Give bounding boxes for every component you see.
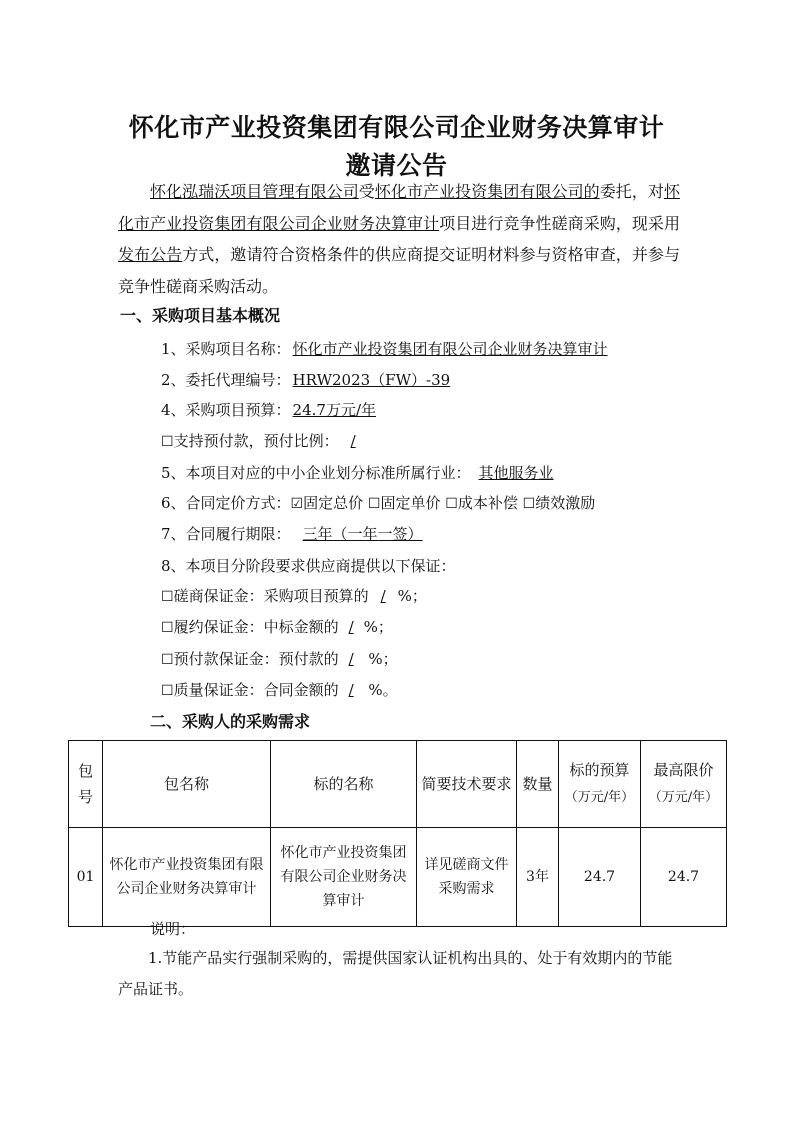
guarantee-quality: ☐质量保证金：合同金额的 / %。 <box>161 681 398 699</box>
intro-paragraph: 怀化泓瑞沃项目管理有限公司受怀化市产业投资集团有限公司的委托，对怀化市产业投资集团有限公司企业财务决算审计项目进行竞争性磋商采购，现采用发布公告方式，邀请符合资格条件的供应商提交证明材料参与资格审查，并参与竞争性磋商采购活动。 <box>118 182 680 296</box>
cell-max-price: 24.7 <box>641 828 727 927</box>
contract-period-value: 三年（一年一签） <box>302 525 423 543</box>
requirements-table <box>68 740 727 927</box>
project-name: 怀化市产业投资集团有限公司企业财务决算审计 <box>118 182 680 233</box>
checkbox-icon: ☐ <box>161 620 174 636</box>
checked-box-icon: ☑ <box>290 496 304 512</box>
cell-quantity: 3年 <box>517 828 559 927</box>
header-package-no: 包号 <box>69 741 103 828</box>
table-row <box>69 828 727 927</box>
advance-ratio-value: / <box>350 432 356 450</box>
guarantee-performance: ☐履约保证金：中标金额的 / %； <box>161 618 393 636</box>
header-budget: 标的预算 （万元/年） <box>559 741 641 828</box>
header-max-price: 最高限价 （万元/年） <box>641 741 727 828</box>
agency-code-value: HRW2023（FW）-39 <box>292 371 451 389</box>
checkbox-icon: ☐ <box>367 496 381 512</box>
project-name-value: 怀化市产业投资集团有限公司企业财务决算审计 <box>292 340 608 358</box>
agency-name: 怀化泓瑞沃项目管理有限公司 <box>150 182 359 201</box>
header-tech-req: 简要技术要求 <box>417 741 517 828</box>
budget-value: 24.7万元/年 <box>292 401 376 419</box>
item-guarantees: 8、本项目分阶段要求供应商提供以下保证： <box>161 557 456 575</box>
checkbox-icon: ☐ <box>161 589 174 605</box>
notes-label: 说明： <box>150 920 196 938</box>
cell-tech-req: 详见磋商文件采购需求 <box>417 828 517 927</box>
header-item-name: 标的名称 <box>271 741 417 828</box>
checkbox-icon: ☐ <box>161 652 174 668</box>
document-title: 怀化市产业投资集团有限公司企业财务决算审计 <box>128 113 665 142</box>
guarantee-bid: ☐磋商保证金：采购项目预算的 / %； <box>161 587 427 605</box>
item-budget: 4、采购项目预算： 24.7万元/年 <box>161 401 376 419</box>
item-advance-payment: ☐支持预付款，预付比例： / <box>161 430 368 451</box>
item-agency-code: 2、委托代理编号： HRW2023（FW）-39 <box>161 371 451 389</box>
checkbox-icon: ☐ <box>161 434 174 450</box>
item-pricing-method: 6、合同定价方式：☑固定总价 ☐固定单价 ☐成本补偿 ☐绩效激励 <box>161 494 596 512</box>
procurement-method: 发布公告 <box>118 245 183 264</box>
cell-item-name: 怀化市产业投资集团有限公司企业财务决算审计 <box>271 828 417 927</box>
section-heading-overview: 一、采购项目基本概况 <box>120 306 281 325</box>
header-package-name: 包名称 <box>103 741 271 828</box>
industry-value: 其他服务业 <box>478 464 554 482</box>
guarantee-advance: ☐预付款保证金：预付款的 / %； <box>161 650 398 668</box>
table-header-row <box>69 741 727 828</box>
header-quantity: 数量 <box>517 741 559 828</box>
cell-package-no: 01 <box>69 828 103 927</box>
note-item-1: 1.节能产品实行强制采购的，需提供国家认证机构出具的、处于有效期内的节能产品证书。 <box>118 949 673 998</box>
checkbox-icon: ☐ <box>445 496 458 512</box>
cell-budget: 24.7 <box>559 828 641 927</box>
section-heading-requirements: 二、采购人的采购需求 <box>150 712 311 731</box>
checkbox-icon: ☐ <box>161 683 174 699</box>
item-contract-period: 7、合同履行期限： 三年（一年一签） <box>161 523 435 544</box>
item-project-name: 1、采购项目名称： 怀化市产业投资集团有限公司企业财务决算审计 <box>161 340 608 358</box>
purchaser-name: 怀化市产业投资集团有限公司的 <box>374 182 600 201</box>
checkbox-icon: ☐ <box>522 496 536 512</box>
cell-package-name: 怀化市产业投资集团有限公司企业财务决算审计 <box>103 828 271 927</box>
item-industry: 5、本项目对应的中小企业划分标准所属行业： 其他服务业 <box>161 462 562 483</box>
document-subtitle: 邀请公告 <box>345 151 448 180</box>
